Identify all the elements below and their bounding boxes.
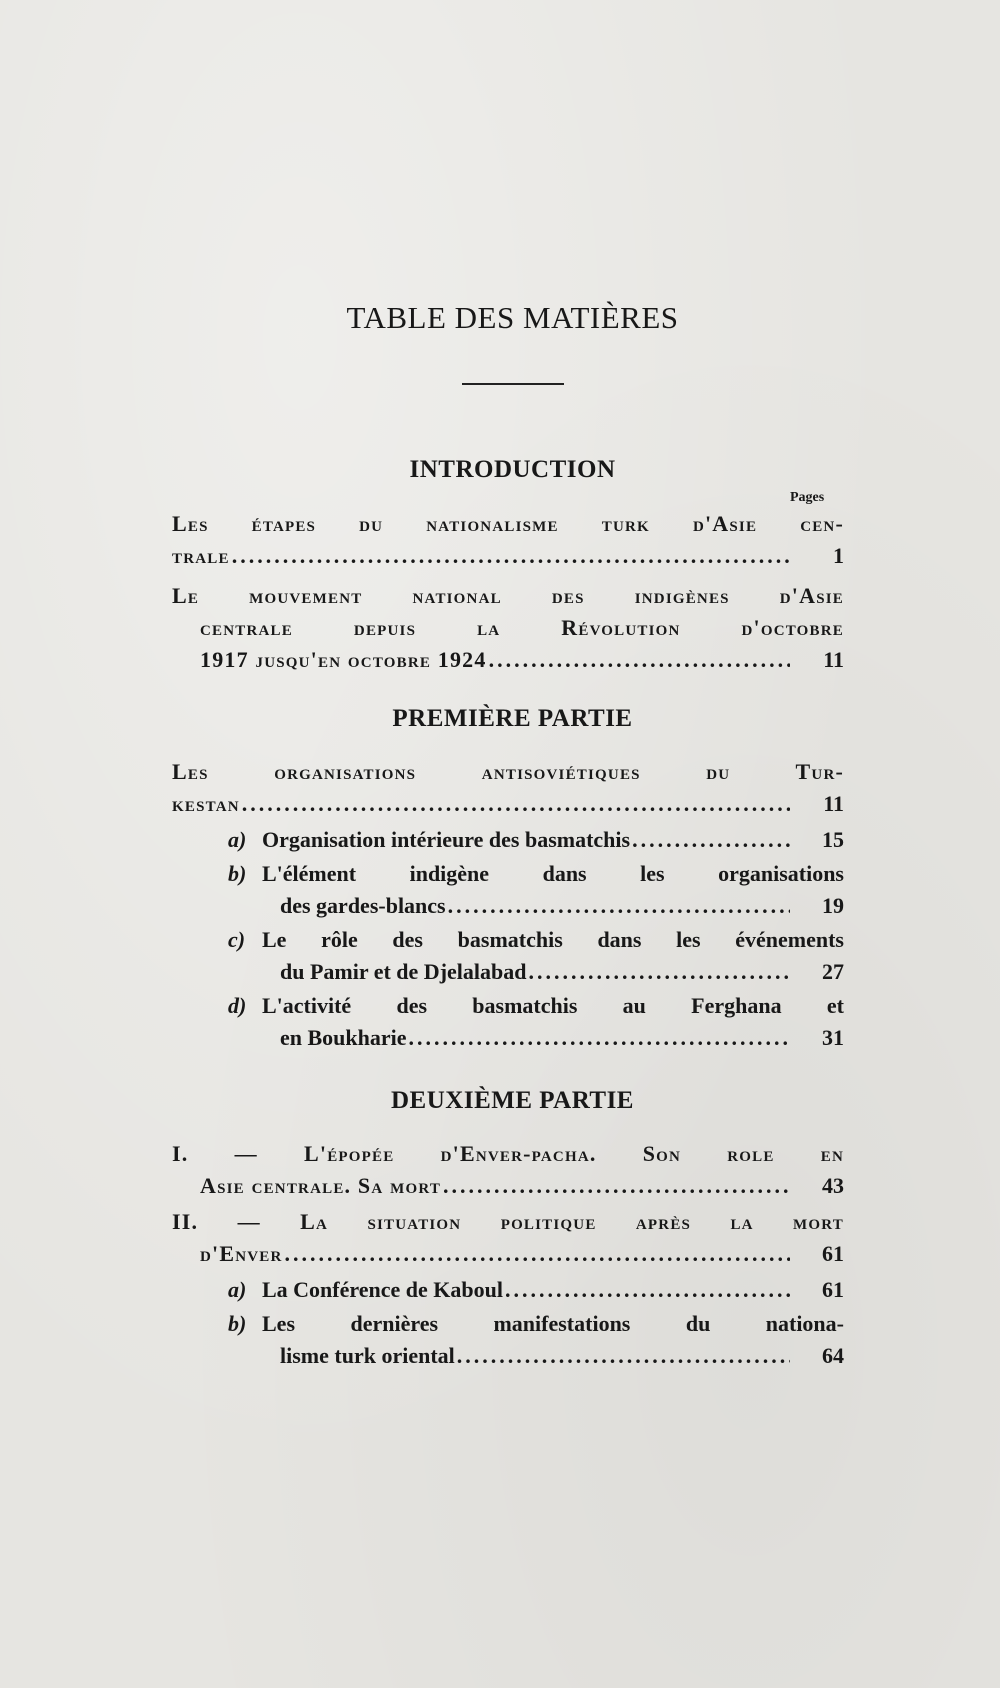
toc-entry-b-dernieres-line2: lisme turk oriental ..... 64 [280, 1343, 844, 1375]
page-number: 1 [833, 543, 844, 568]
dot-leader [443, 1173, 790, 1199]
toc-entry-situation-line2: d'Enver ..... 61 [200, 1241, 844, 1273]
dot-leader [448, 893, 790, 919]
toc-entry-b-dernieres-line1: b) Les dernières manifestations du nationa- [228, 1311, 844, 1336]
toc-entry-c-role-line1: c) Le rôle des basmatchis dans les événements [228, 927, 844, 952]
page-number: 15 [822, 827, 844, 852]
toc-entry-a-organisation: a) Organisation intérieure des basmatchis ..... 15 [228, 827, 844, 859]
toc-entry-b-element-line2: des gardes-blancs ..... 19 [280, 893, 844, 925]
page-number: 61 [822, 1241, 844, 1266]
toc-entry-organisations-line1: Les organisations antisoviétiques du Tur- [172, 759, 844, 784]
item-label: c) [228, 927, 246, 952]
title-rule [462, 383, 564, 385]
dot-leader [457, 1343, 790, 1369]
toc-entry-situation-line1: II. — La situation politique après la mort [172, 1209, 844, 1234]
dot-leader [632, 827, 790, 853]
item-label: b) [228, 1311, 247, 1336]
page-number: 11 [823, 791, 844, 816]
page-number: 11 [823, 647, 844, 672]
section-heading-premiere-partie: PREMIÈRE PARTIE [392, 705, 633, 732]
page-number: 31 [822, 1025, 844, 1050]
dot-leader [528, 959, 790, 985]
dot-leader [232, 543, 790, 569]
toc-entry-a-conference: a) La Conférence de Kaboul ..... 61 [228, 1277, 844, 1309]
toc-entry-enver-line2: Asie centrale. Sa mort ..... 43 [200, 1173, 844, 1205]
page-number: 19 [822, 893, 844, 918]
toc-entry-enver-line1: I. — L'épopée d'Enver-pacha. Son role en [172, 1141, 844, 1166]
toc-entry-mouvement-line3: 1917 jusqu'en octobre 1924 ..... 11 [200, 647, 844, 679]
page-number: 43 [822, 1173, 844, 1198]
page-title: TABLE DES MATIÈRES [346, 300, 679, 335]
dot-leader [285, 1241, 790, 1267]
dot-leader [505, 1277, 790, 1303]
item-label: a) [228, 1277, 247, 1302]
toc-entry-organisations-line2: kestan ..... 11 [172, 791, 844, 823]
dot-leader [409, 1025, 790, 1051]
toc-entry-d-activite-line1: d) L'activité des basmatchis au Ferghana et [228, 993, 844, 1018]
toc-entry-etapes-line2: trale ..... 1 [172, 543, 844, 575]
toc-entry-c-role-line2: du Pamir et de Djelalabad ..... 27 [280, 959, 844, 991]
dot-leader [242, 791, 790, 817]
page-number: 64 [822, 1343, 844, 1368]
item-label: d) [228, 993, 247, 1018]
section-heading-deuxieme-partie: DEUXIÈME PARTIE [391, 1087, 634, 1114]
toc-entry-etapes-line1: Les étapes du nationalisme turk d'Asie cen- [172, 511, 844, 536]
toc-entry-b-element-line1: b) L'élément indigène dans les organisations [228, 861, 844, 886]
toc-entry-mouvement-line2: centrale depuis la Révolution d'octobre [200, 615, 844, 640]
item-label: a) [228, 827, 247, 852]
page-number: 27 [822, 959, 844, 984]
pages-column-label: Pages [790, 490, 825, 505]
item-label: b) [228, 861, 247, 886]
page-number: 61 [822, 1277, 844, 1302]
toc-entry-d-activite-line2: en Boukharie ..... 31 [280, 1025, 844, 1057]
toc-entry-mouvement-line1: Le mouvement national des indigènes d'Asie [172, 583, 844, 608]
dot-leader [489, 647, 790, 673]
section-heading-introduction: INTRODUCTION [409, 456, 616, 483]
